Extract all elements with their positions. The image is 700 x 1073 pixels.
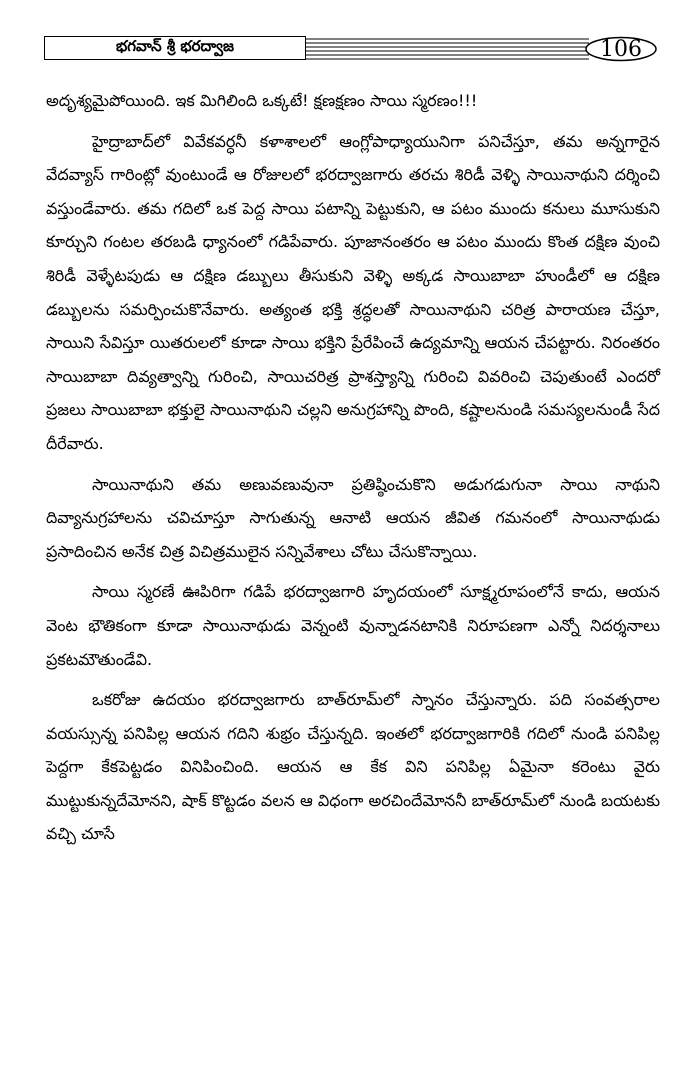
page-number: 106	[600, 36, 642, 62]
book-title: భగవాన్ శ్రీ భరద్వాజ	[44, 36, 306, 60]
paragraph-5: ఒకరోజు ఉదయం భరద్వాజగారు బాత్‌రూమ్‌లో స్నానం చేస్తున్నారు. పది సంవత్సరాల వయస్సున్న పనిపిల్ల ఆయన గదిని శుభ్రం చేస్తున్నది. ఇంతలో భరద్వాజగారికి గదిలో నుండి పనిపిల్ల పెద్దగా కేకపెట్టడం వినిపించింది. ఆయన ఆ కేక విని పనిపిల్ల ఏమైనా కరెంటు వైరు ముట్టుకున్నదేమోనని, షాక్ కొట్టడం వలన ఆ విధంగా అరచిందేమోననీ బాత్‌రూమ్‌లో నుండి బయటకు వచ్చి చూసే	[46, 690, 660, 844]
page-body	[46, 84, 660, 851]
header-rule-lines	[44, 36, 658, 62]
paragraph-3: సాయినాథుని తమ అణువణువునా ప్రతిష్ఠించుకొని అడుగడుగునా సాయి నాథుని దివ్యానుగ్రహాలను చవిచూస్తూ సాగుతున్న ఆనాటి ఆయన జీవిత గమనంలో సాయినాథుడు ప్రసాదించిన అనేక చిత్ర విచిత్రములైన సన్నివేశాలు చోటు చేసుకొన్నాయి.	[46, 474, 660, 561]
paragraph-4: సాయి స్మరణే ఊపిరిగా గడిపే భరద్వాజగారి హృదయంలో సూక్ష్మరూపంలోనే కాదు, ఆయన వెంట భౌతికంగా కూడా సాయినాథుడు వెన్నంటి వున్నాడనటానికి నిరూపణగా ఎన్నో నిదర్శనాలు ప్రకటమౌతుండేవి.	[46, 582, 660, 669]
running-header	[44, 36, 658, 62]
paragraph-1: అదృశ్యమైపోయింది. ఇక మిగిలింది ఒక్కటే! క్షణక్షణం సాయి స్మరణం!!!	[46, 91, 478, 110]
paragraph-2: హైద్రాబాద్‌లో వివేకవర్ధనీ కళాశాలలో ఆంగ్లోపాధ్యాయునిగా పనిచేస్తూ, తమ అన్నగారైన వేదవ్యాస్ గారింట్లో వుంటుండే ఆ రోజులలో భరద్వాజగారు తరచు శిరిడీ వెళ్ళి సాయినాథుని దర్శించి వస్తుండేవారు. తమ గదిలో ఒక పెద్ద సాయి పటాన్ని పెట్టుకుని, ఆ పటం ముందు కనులు మూసుకుని కూర్చుని గంటల తరబడి ధ్యానంలో గడిపేవారు. పూజానంతరం ఆ పటం ముందు కొంత దక్షిణ వుంచి శిరిడీ వెళ్ళేటపుడు ఆ దక్షిణ డబ్బులు తీసుకుని వెళ్ళి అక్కడ సాయిబాబా హుండీలో ఆ దక్షిణ డబ్బులను సమర్పించుకొనేవారు. అత్యంత భక్తి శ్రద్ధలతో సాయినాథుని చరిత్ర పారాయణ చేస్తూ, సాయిని సేవిస్తూ యితరులలో కూడా సాయి భక్తిని ప్రేరేపించే ఉద్యమాన్ని ఆయన చేపట్టారు. నిరంతరం సాయిబాబా దివ్యత్వాన్ని గురించి, సాయిచరిత్ర ప్రాశస్త్యాన్ని గురించి వివరించి చెపుతుంటే ఎందరో ప్రజలు సాయిబాబా భక్తులై సాయినాథుని చల్లని అనుగ్రహాన్ని పొంది, కష్టాలనుండి సమస్యలనుండీ సేద దీరేవారు.	[46, 131, 660, 453]
